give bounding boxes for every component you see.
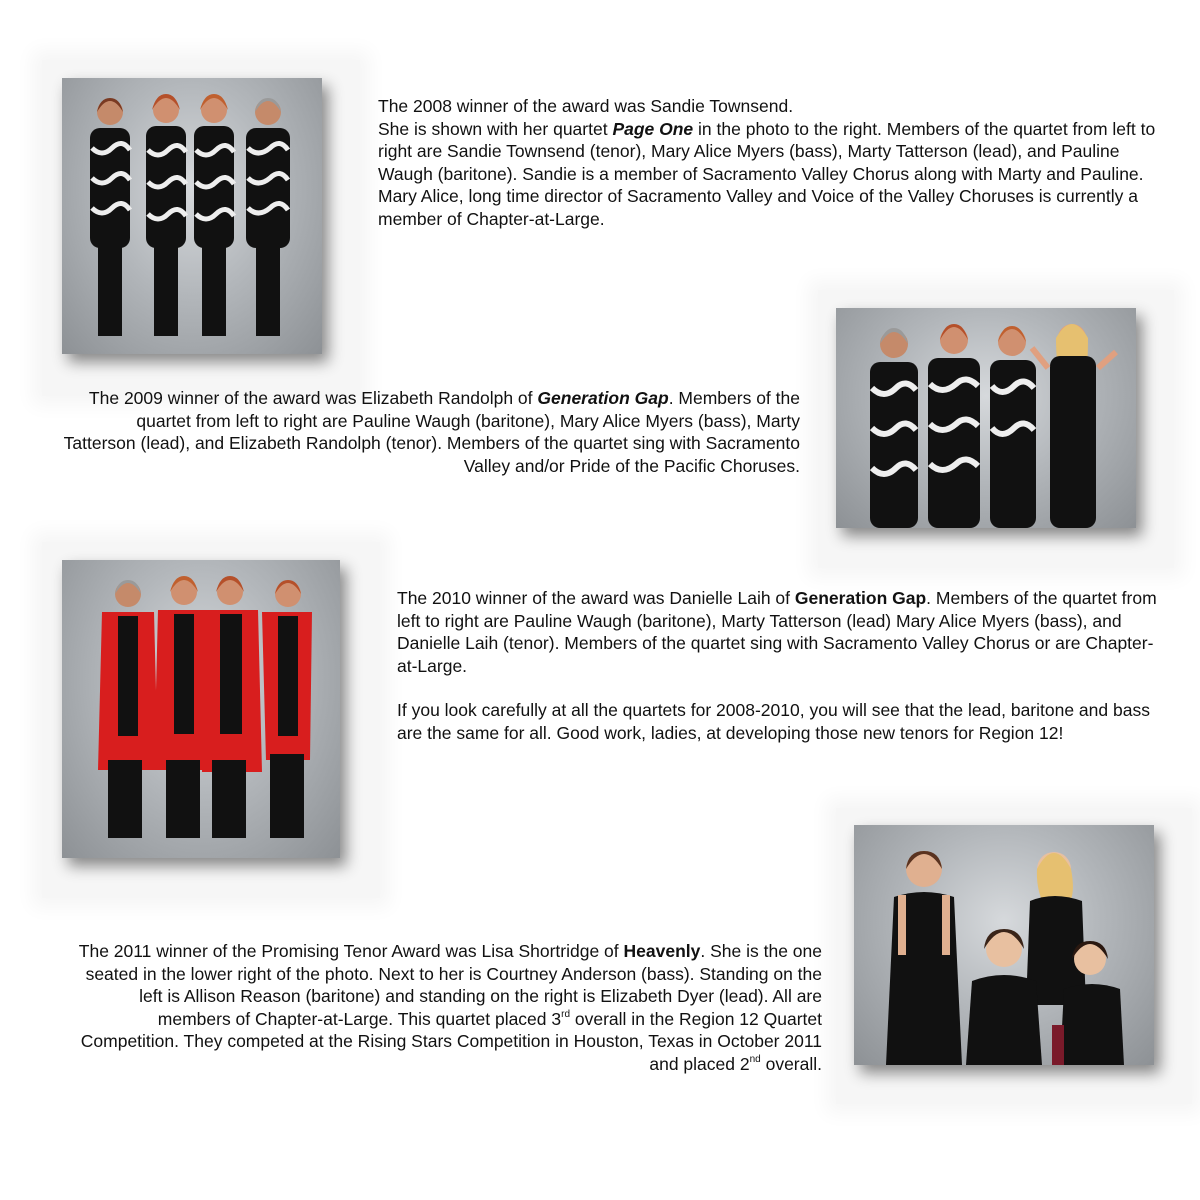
quartet-photo-page-one-illustration	[62, 78, 322, 354]
quartet-name-generation-gap-2009: Generation Gap	[537, 388, 669, 408]
quartet-photo-generation-gap-2009-illustration	[836, 308, 1136, 528]
section-2010-post: . Members of the quartet from left to right are Pauline Waugh (baritone), Marty Tatterson (lead) Mary Alice Myers (bass), and Danielle Laih (tenor). Members of the quartet sing with Sacramento Valley Chorus or are Chapter-at-Large.	[397, 588, 1157, 676]
quartet-photo-generation-gap-2010-illustration	[62, 560, 340, 858]
ordinal-suffix-rd: rd	[561, 1008, 571, 1020]
quartet-name-generation-gap-2010: Generation Gap	[794, 588, 927, 608]
section-2008-line1: The 2008 winner of the award was Sandie Townsend.	[378, 96, 794, 116]
section-2011-mid2: overall in the Region 12 Quartet Competition. They competed at the Rising Stars Competition in Houston, Texas in October 2011 and placed 2	[80, 1008, 822, 1074]
ordinal-suffix-nd: nd	[749, 1053, 761, 1065]
quartet-photo-heavenly	[854, 825, 1154, 1065]
quartet-photo-page-one	[62, 78, 322, 354]
section-2010-note: If you look carefully at all the quartets for 2008-2010, you will see that the lead, baritone and bass are the same for all. Good work, ladies, at developing those new tenors for Region 12!	[397, 700, 1150, 743]
section-2010-text	[397, 587, 1162, 677]
quartet-photo-generation-gap-2010	[62, 560, 340, 858]
section-2009-post: . Members of the quartet from left to right are Pauline Waugh (baritone), Mary Alice Myers (bass), Marty Tatterson (lead), and Elizabeth Randolph (tenor). Members of the quartet sing with Sacramento Valley and/or Pride of the Pacific Choruses.	[63, 388, 800, 476]
section-2008-text	[378, 95, 1168, 230]
section-2011-end: overall.	[760, 1053, 822, 1074]
section-2009-pre: The 2009 winner of the award was Elizabeth Randolph of	[88, 388, 538, 408]
quartet-name-page-one: Page One	[612, 118, 694, 139]
section-2008-pre: She is shown with her quartet	[378, 118, 613, 139]
quartet-photo-generation-gap-2009	[836, 308, 1136, 528]
section-2008-post: in the photo to the right. Members of the quartet from left to right are Sandie Townsend (tenor), Mary Alice Myers (bass), Marty Tatterson (lead), and Pauline Waugh (baritone). Sandie is a member of Sacramento Valley Chorus along with Marty and Pauline. Mary Alice, long time director of Sacramento Valley and Voice of the Valley Choruses is currently a member of Chapter-at-Large.	[378, 118, 1156, 229]
section-2010-pre: The 2010 winner of the award was Danielle Laih of	[397, 588, 795, 608]
section-2011-pre: The 2011 winner of the Promising Tenor Award was Lisa Shortridge of	[78, 941, 624, 961]
quartet-name-heavenly: Heavenly	[623, 941, 701, 961]
section-2011-mid: . She is the one seated in the lower right of the photo. Next to her is Courtney Anderson (bass). Standing on the left is Allison Reason (baritone) and standing on the right is Elizabeth Dyer (lead). All are members of Chapter-at-Large. This quartet placed 3	[85, 941, 822, 1029]
quartet-photo-heavenly-illustration	[854, 825, 1154, 1065]
section-2009-text	[62, 387, 800, 477]
section-2011-text	[62, 940, 822, 1075]
